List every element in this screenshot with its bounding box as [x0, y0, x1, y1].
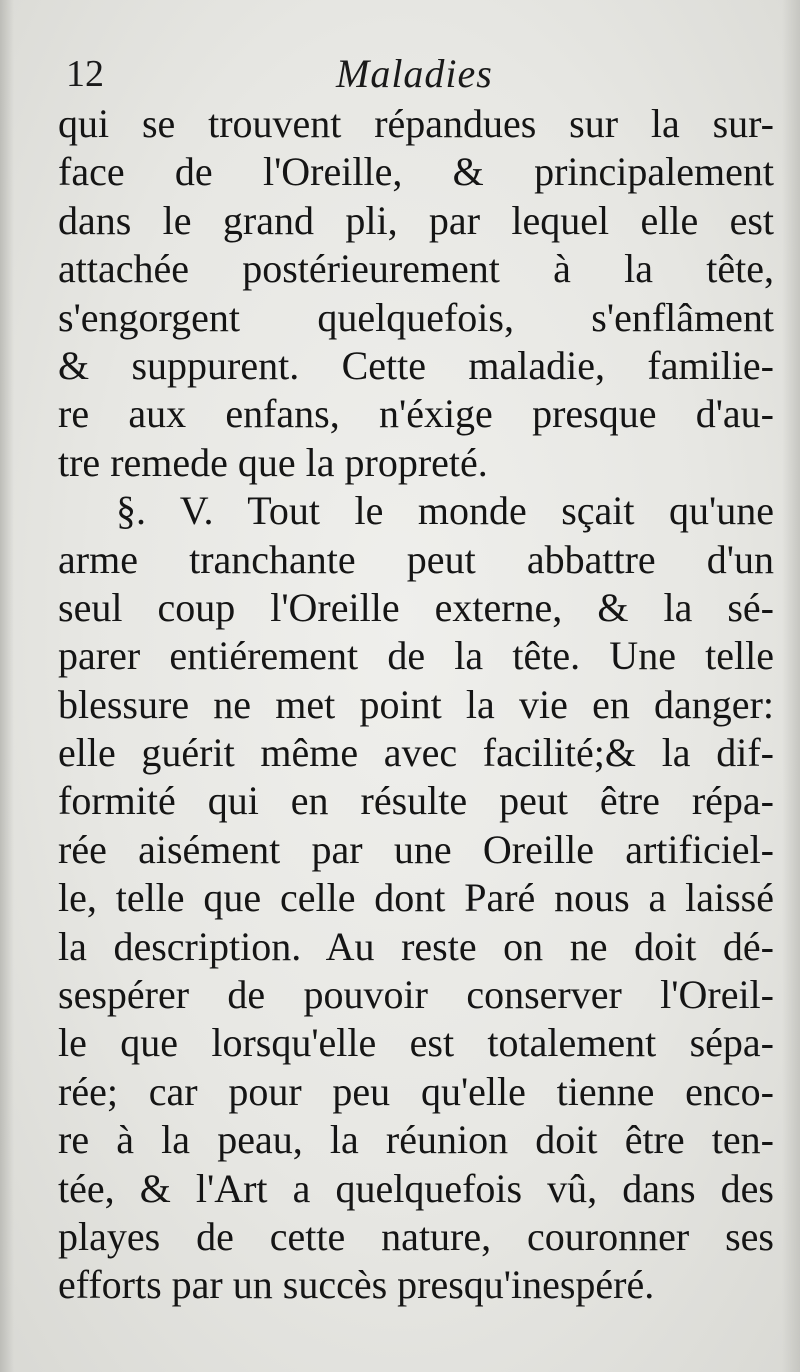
- page-number: 12: [66, 53, 104, 95]
- page-edge-shadow-right: [782, 0, 800, 1372]
- text-line: parer entiérement de la tête. Une telle: [58, 633, 774, 679]
- text-line: re à la peau, la réunion doit être ten-: [58, 1117, 774, 1163]
- body-text: [58, 100, 774, 1310]
- text-line: arme tranchante peut abbattre d'un: [58, 536, 774, 582]
- text-line: la description. Au reste on ne doit dé-: [58, 923, 774, 969]
- text-line: le, telle que celle dont Paré nous a laissé: [58, 875, 774, 921]
- text-line: attachée postérieurement à la tête,: [58, 246, 774, 292]
- text-line: dans le grand pli, par lequel elle est: [58, 197, 774, 243]
- page-edge-shadow-left: [0, 0, 14, 1372]
- text-line: le que lorsqu'elle est totalement sépa-: [58, 1020, 774, 1066]
- text-line: playes de cette nature, couronner ses: [58, 1213, 774, 1259]
- page-header: [66, 46, 760, 102]
- text-line: elle guérit même avec facilité;& la dif-: [58, 730, 774, 776]
- text-line: seul coup l'Oreille externe, & la sé-: [58, 584, 774, 630]
- paragraph-end-line: tre remede que la propreté.: [58, 439, 488, 485]
- section-heading-line: §. V. Tout le monde sçait qu'une: [116, 488, 774, 534]
- text-line: rée; car pour peu qu'elle tienne enco-: [58, 1068, 774, 1114]
- running-head: Maladies: [336, 51, 493, 96]
- text-line: formité qui en résulte peut être répa-: [58, 778, 774, 824]
- text-line: & suppurent. Cette maladie, familie-: [58, 342, 774, 388]
- text-line: rée aisément par une Oreille artificiel-: [58, 826, 774, 872]
- text-line: efforts par un succès presqu'inespéré.: [58, 1262, 655, 1308]
- text-line: blessure ne met point la vie en danger:: [58, 681, 774, 727]
- text-line: qui se trouvent répandues sur la sur-: [58, 101, 774, 146]
- text-line: s'engorgent quelquefois, s'enflâment: [58, 294, 774, 340]
- text-line: sespérer de pouvoir conserver l'Oreil-: [58, 972, 774, 1018]
- text-line: re aux enfans, n'éxige presque d'au-: [58, 391, 774, 437]
- text-line: tée, & l'Art a quelquefois vû, dans des: [58, 1165, 774, 1211]
- text-line: face de l'Oreille, & principalement: [58, 149, 774, 195]
